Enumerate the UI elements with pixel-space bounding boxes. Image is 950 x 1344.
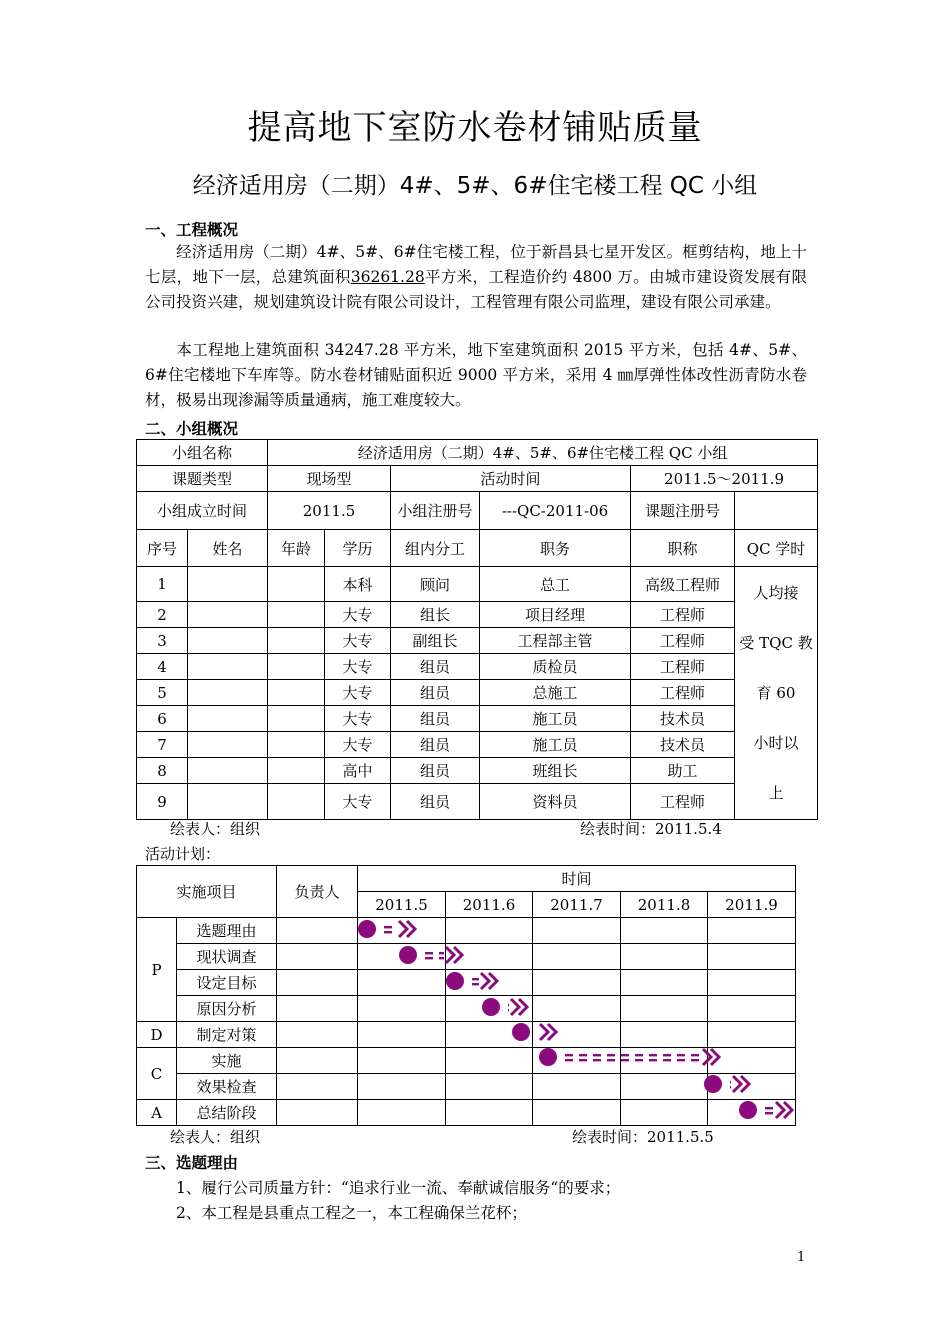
member-title: 工程师 — [631, 628, 735, 654]
document-subtitle: 经济适用房（二期）4#、5#、6#住宅楼工程 QC 小组 — [192, 173, 758, 199]
member-role: 副组长 — [391, 628, 480, 654]
member-no: 9 — [137, 784, 188, 820]
member-role: 组员 — [391, 758, 480, 784]
gantt-bar — [482, 998, 527, 1016]
plan-task: 现状调查 — [177, 944, 277, 970]
plan-month: 2011.7 — [533, 892, 621, 918]
member-post: 资料员 — [480, 784, 631, 820]
member-role: 组长 — [391, 602, 480, 628]
member-post: 施工员 — [480, 706, 631, 732]
plan-task: 效果检查 — [177, 1074, 277, 1100]
activity-plan-label: 活动计划： — [145, 845, 221, 863]
group-table-drawn-time: 绘表时间：2011.5.4 — [580, 820, 722, 838]
plan-month: 2011.5 — [358, 892, 446, 918]
plan-task: 设定目标 — [177, 970, 277, 996]
member-edu: 大专 — [325, 784, 391, 820]
member-post: 班组长 — [480, 758, 631, 784]
topic-type-label: 课题类型 — [137, 466, 268, 492]
phase-p: P — [137, 918, 177, 1022]
member-post: 施工员 — [480, 732, 631, 758]
header-age: 年龄 — [268, 530, 325, 567]
plan-header-owner: 负责人 — [277, 866, 358, 918]
activity-time-label: 活动时间 — [391, 466, 631, 492]
phase-d: D — [137, 1022, 177, 1048]
member-title: 工程师 — [631, 784, 735, 820]
header-title: 职称 — [631, 530, 735, 567]
reg-label: 小组注册号 — [391, 492, 480, 530]
gantt-bar — [446, 972, 497, 990]
page-number: 1 — [797, 1250, 806, 1265]
header-edu: 学历 — [325, 530, 391, 567]
header-post: 职务 — [480, 530, 631, 567]
qc-hours-line-2: 受 TQC 教 — [739, 634, 813, 652]
member-title: 助工 — [631, 758, 735, 784]
member-no: 7 — [137, 732, 188, 758]
plan-drawn-time: 绘表时间：2011.5.5 — [572, 1128, 714, 1146]
overview-p1-after: 平方米，工程造价约 4800 万。由城市建设资发展有限公司投资兴建，规划建筑设计院有限公司设计，工程管理有限公司监理，建设有限公司承建。 — [145, 268, 807, 311]
member-no: 3 — [137, 628, 188, 654]
header-qc-hours: QC 学时 — [735, 530, 818, 567]
member-title: 技术员 — [631, 706, 735, 732]
gantt-bar — [512, 1023, 556, 1041]
plan-task: 制定对策 — [177, 1022, 277, 1048]
member-role: 组员 — [391, 706, 480, 732]
reg-value: ---QC-2011-06 — [480, 492, 631, 530]
member-role: 组员 — [391, 784, 480, 820]
member-no: 2 — [137, 602, 188, 628]
plan-month: 2011.9 — [708, 892, 796, 918]
member-title: 技术员 — [631, 732, 735, 758]
gantt-bar — [704, 1075, 749, 1093]
member-title: 工程师 — [631, 602, 735, 628]
member-post: 总工 — [480, 567, 631, 602]
gantt-bar — [358, 920, 415, 938]
founded-value: 2011.5 — [268, 492, 391, 530]
member-no: 4 — [137, 654, 188, 680]
reason-item-2: 2、本工程是县重点工程之一，本工程确保兰花杯； — [176, 1204, 527, 1222]
plan-drawer: 绘表人：组织 — [170, 1128, 261, 1146]
phase-c: C — [137, 1048, 177, 1100]
plan-header-item: 实施项目 — [137, 866, 277, 918]
section-heading-overview: 一、工程概况 — [145, 221, 239, 239]
member-post: 工程部主管 — [480, 628, 631, 654]
plan-month: 2011.6 — [446, 892, 533, 918]
member-title: 高级工程师 — [631, 567, 735, 602]
member-post: 质检员 — [480, 654, 631, 680]
member-edu: 大专 — [325, 654, 391, 680]
plan-month: 2011.8 — [621, 892, 708, 918]
plan-header-time: 时间 — [358, 866, 796, 892]
section-heading-reason: 三、选题理由 — [145, 1154, 239, 1172]
member-edu: 大专 — [325, 706, 391, 732]
section-heading-group: 二、小组概况 — [145, 420, 239, 438]
member-no: 8 — [137, 758, 188, 784]
member-title: 工程师 — [631, 680, 735, 706]
overview-p2-text: 本工程地上建筑面积 34247.28 平方米，地下室建筑面积 2015 平方米，包括 4#、5#、6#住宅楼地下车库等。防水卷材铺贴面积近 9000 平方米，采用 4 ㎜厚弹性体改性沥青防水卷材，极易出现渗漏等质量通病，施工难度较大。 — [145, 341, 807, 409]
plan-task: 总结阶段 — [177, 1100, 277, 1126]
member-edu: 大专 — [325, 628, 391, 654]
gantt-bar — [539, 1048, 719, 1066]
document-title: 提高地下室防水卷材铺贴质量 — [247, 108, 703, 148]
member-edu: 本科 — [325, 567, 391, 602]
member-role: 组员 — [391, 732, 480, 758]
member-no: 1 — [137, 567, 188, 602]
group-name-label: 小组名称 — [137, 440, 268, 466]
qc-hours-line-4: 小时以 — [753, 734, 799, 752]
plan-task: 实施 — [177, 1048, 277, 1074]
gantt-bar — [399, 946, 462, 964]
member-role: 顾问 — [391, 567, 480, 602]
member-title: 工程师 — [631, 654, 735, 680]
header-role: 组内分工 — [391, 530, 480, 567]
gantt-bar — [739, 1101, 792, 1119]
member-edu: 大专 — [325, 732, 391, 758]
topic-type-value: 现场型 — [268, 466, 391, 492]
qc-hours-line-5: 上 — [768, 784, 784, 802]
member-role: 组员 — [391, 680, 480, 706]
group-name-value: 经济适用房（二期）4#、5#、6#住宅楼工程 QC 小组 — [268, 440, 818, 466]
member-edu: 大专 — [325, 680, 391, 706]
reason-item-1: 1、履行公司质量方针：“追求行业一流、奉献诚信服务“的要求； — [176, 1179, 621, 1197]
topic-reg-label: 课题注册号 — [631, 492, 735, 530]
header-no: 序号 — [137, 530, 188, 567]
qc-hours-line-3: 育 60 — [756, 684, 796, 702]
member-no: 5 — [137, 680, 188, 706]
overview-area: 36261.28 — [350, 268, 425, 286]
member-edu: 大专 — [325, 602, 391, 628]
overview-p1-before: 经济适用房（二期）4#、5#、6#住宅楼工程，位于新昌县七星开发区。框剪结构，地上十七层，地下一层，总建筑面积 — [145, 243, 807, 286]
member-post: 总施工 — [480, 680, 631, 706]
founded-label: 小组成立时间 — [137, 492, 268, 530]
plan-task: 原因分析 — [177, 996, 277, 1022]
group-table-drawer: 绘表人：组织 — [170, 820, 261, 838]
qc-hours-line-1: 人均接 — [753, 584, 799, 602]
member-role: 组员 — [391, 654, 480, 680]
member-no: 6 — [137, 706, 188, 732]
plan-task: 选题理由 — [177, 918, 277, 944]
phase-a: A — [137, 1100, 177, 1126]
member-edu: 高中 — [325, 758, 391, 784]
header-name: 姓名 — [188, 530, 268, 567]
member-post: 项目经理 — [480, 602, 631, 628]
activity-time-value: 2011.5～2011.9 — [631, 466, 818, 492]
